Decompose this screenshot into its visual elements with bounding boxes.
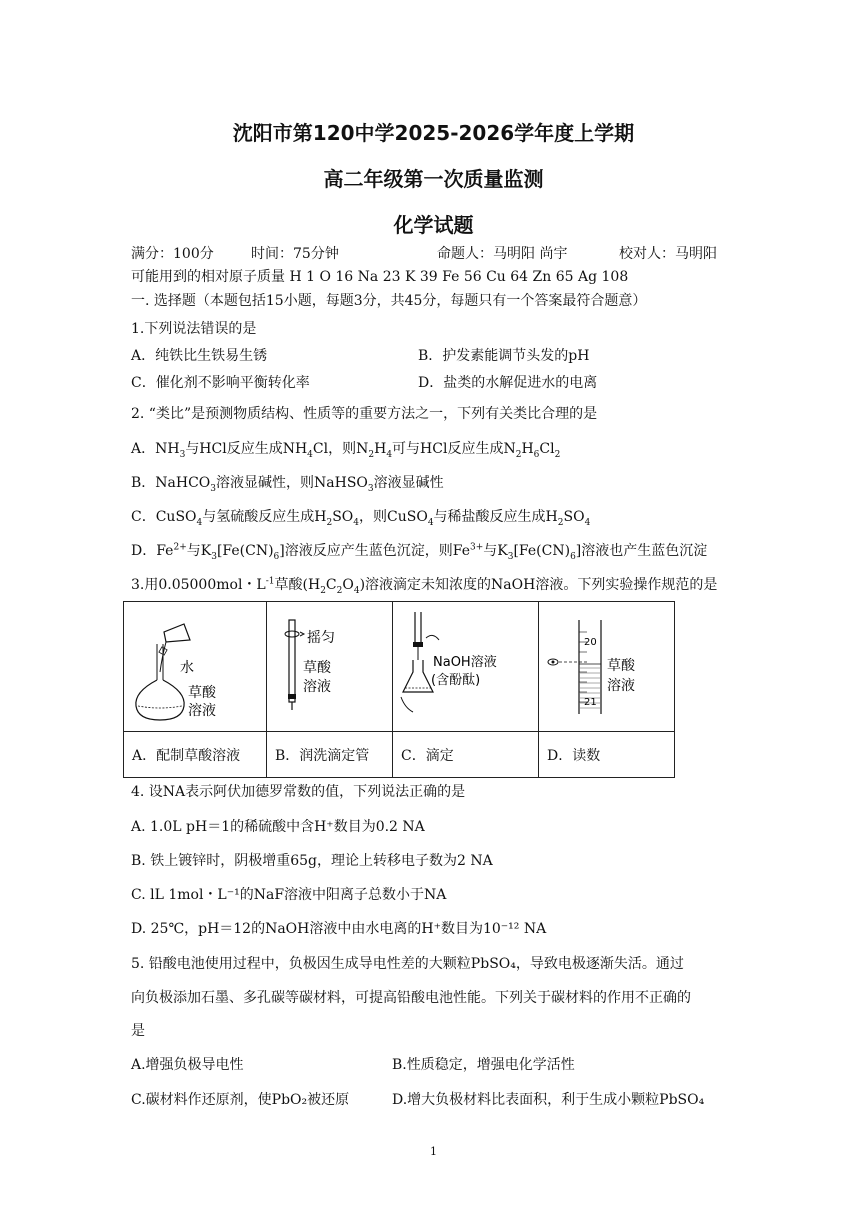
burette-solution-label-2: 溶液: [303, 679, 331, 695]
q5-option-c: C.碳材料作还原剂，使PbO₂被还原: [131, 1092, 350, 1108]
q1-option-d: D．盐类的水解促进水的电离: [418, 375, 598, 391]
burette-solution-label-1: 草酸: [303, 660, 331, 676]
naoh-label: NaOH溶液: [433, 655, 497, 670]
q4-option-b: B. 铁上镀锌时，阴极增重65g，理论上转移电子数为2 NA: [131, 853, 493, 869]
reading-solution-label-2: 溶液: [607, 678, 635, 694]
q5-option-d: D.增大负极材料比表面积，利于生成小颗粒PbSO₄: [392, 1092, 705, 1108]
q4-option-d: D. 25℃，pH＝12的NaOH溶液中由水电离的H⁺数目为10⁻¹² NA: [131, 921, 547, 937]
burette-reading-icon: [539, 602, 674, 727]
q3-stem: 3.用0.05000mol・$L^{-1}$草酸$(H_2C_2O_4)$溶液滴定未知浓度的NaOH溶液。下列实验操作规范的是: [131, 576, 718, 596]
exam-author: 命题人：马明阳 尚宇: [437, 246, 568, 262]
exam-title-school: 沈阳市第120中学2025-2026学年度上学期: [232, 121, 635, 145]
q1-option-a: A．纯铁比生铁易生锈: [131, 348, 268, 364]
scale-20-label: 20: [584, 637, 597, 648]
q2-stem: 2. “类比”是预测物质结构、性质等的重要方法之一，下列有关类比合理的是: [131, 406, 598, 422]
full-score: 满分：100分: [131, 246, 214, 262]
exam-time: 时间：75分钟: [251, 246, 339, 262]
q2-option-c: C．CuSO$_4$与氢硫酸反应生成$H_2SO_4$，则CuSO$_4$与稀盐酸反应生成$H_2SO_4$: [131, 509, 591, 528]
volumetric-flask-icon: [124, 602, 266, 727]
atomic-masses: 可能用到的相对原子质量 H 1 O 16 Na 23 K 39 Fe 56 Cu 64 Zn 65 Ag 108: [131, 269, 629, 285]
q3-caption-a: A．配制草酸溶液: [124, 732, 267, 778]
reading-solution-label-1: 草酸: [607, 658, 635, 674]
q5-option-a: A.增强负极导电性: [131, 1057, 244, 1073]
titration-flask-icon: [393, 602, 538, 727]
q3-figure-c: [393, 602, 539, 732]
q5-stem-line-3: 是: [131, 1023, 145, 1039]
page-number: 1: [430, 1145, 437, 1158]
q5-stem-line-2: 向负极添加石墨、多孔碳等碳材料，可提高铅酸电池性能。下列关于碳材料的作用不正确的: [131, 990, 691, 1006]
exam-reviewer: 校对人：马明阳: [619, 246, 717, 262]
flask-solution-label-2: 溶液: [188, 703, 216, 719]
q1-option-b: B．护发素能调节头发的pH: [418, 348, 590, 364]
exam-title-subject: 化学试题: [393, 213, 474, 237]
q5-option-b: B.性质稳定，增强电化学活性: [392, 1057, 575, 1073]
q3-caption-c: C．滴定: [393, 732, 539, 778]
q4-option-c: C. lL 1mol・L⁻¹的NaF溶液中阳离子总数小于NA: [131, 887, 447, 903]
q3-caption-b: B．润洗滴定管: [267, 732, 393, 778]
exam-title-grade: 高二年级第一次质量监测: [323, 167, 544, 191]
q3-options-table: [123, 601, 675, 778]
q3-figure-b: [267, 602, 393, 732]
q5-stem-line-1: 5. 铅酸电池使用过程中，负极因生成导电性差的大颗粒PbSO₄，导致电极逐渐失活。通过: [131, 956, 684, 972]
q2-option-b: B．NaHCO$_3$溶液显碱性，则NaHSO$_3$溶液显碱性: [131, 475, 444, 494]
q2-option-d: D．$Fe^{2+}$与$K_3[Fe(CN)_6]$溶液反应产生蓝色沉淀，则$Fe^{3+}$与$K_3[Fe(CN)_6]$溶液也产生蓝色沉淀: [131, 542, 708, 562]
water-label: 水: [180, 660, 194, 676]
q1-stem: 1.下列说法错误的是: [131, 321, 257, 337]
q3-caption-d: D．读数: [539, 732, 675, 778]
q1-option-c: C．催化剂不影响平衡转化率: [131, 375, 310, 391]
section-heading: 一. 选择题（本题包括15小题，每题3分，共45分，每题只有一个答案最符合题意）: [131, 293, 647, 309]
scale-21-label: 21: [584, 697, 597, 708]
q4-option-a: A. 1.0L pH＝1的稀硫酸中含H⁺数目为0.2 NA: [131, 819, 425, 835]
flask-solution-label-1: 草酸: [188, 685, 216, 701]
q4-stem: 4. 设NA表示阿伏加德罗常数的值，下列说法正确的是: [131, 784, 466, 800]
shake-label: 摇匀: [307, 630, 335, 646]
q2-option-a: A．$NH_3$与HCl反应生成$NH_4Cl$，则$N_2H_4$可与HCl反应生成$N_2H_6Cl_2$: [131, 441, 561, 460]
q3-figure-d: [539, 602, 675, 732]
burette-shake-icon: [267, 602, 392, 727]
q3-figure-a: [124, 602, 267, 732]
phenolphthalein-label: (含酚酞): [431, 673, 481, 688]
